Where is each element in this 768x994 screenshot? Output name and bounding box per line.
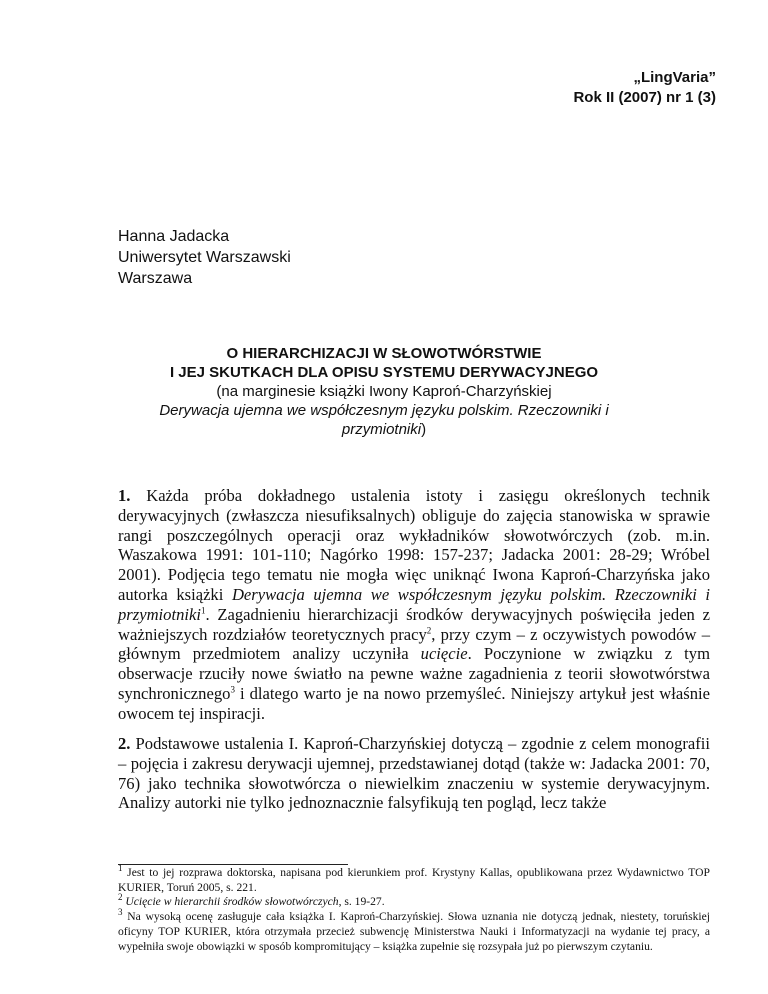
p1-book-title: Derywacja ujemna we współczesnym języku polskim. Rzeczowniki i przymiotniki [118, 584, 710, 624]
footnotes [118, 863, 710, 954]
journal-name: „LingVaria” [633, 69, 716, 86]
footnote-2-text: , s. 19-27. [338, 895, 385, 909]
footnote-1 [118, 863, 710, 895]
p1-text-2: . Zagadnieniu hierarchizacji środków derywacyjnych poświęciła jeden z ważniejszych rozdziałów teoretycznych pracy [118, 604, 710, 644]
article-title-block [118, 344, 650, 439]
article-title-line-1: O HIERARCHIZACJI W SŁOWOTWÓRSTWIE [226, 345, 542, 362]
paragraph-1 [118, 486, 710, 724]
section-number-2: 2. [118, 734, 131, 753]
p1-text-4: . Poczynione w związku z tym obserwacje rzuciły nowe światło na pewne ważne zagadnienia z teorii słowotwórstwa synchronicznego [118, 644, 710, 703]
subtitle-closing-paren: ) [421, 421, 427, 438]
section-number-1: 1. [118, 486, 131, 505]
article-subtitle-line-2 [118, 401, 650, 439]
footnote-2-mark: 2 [118, 892, 123, 903]
article-subtitle-line-1: (na marginesie książki Iwony Kaproń-Charzyńskiej [216, 383, 552, 400]
reviewed-book-title: Derywacja ujemna we współczesnym języku polskim. Rzeczowniki i przymiotniki [159, 402, 609, 438]
journal-header [573, 68, 716, 108]
footnote-1-text: Jest to jej rozprawa doktorska, napisana pod kierunkiem prof. Krystyny Kallas, opublikowana przez Wydawnictwo TOP KURIER, Toruń 2005, s. 221. [118, 866, 710, 894]
author-city: Warszawa [118, 270, 193, 287]
footnote-2 [118, 892, 710, 910]
p1-text-3: , przy czym – z oczywistych powodów – głównym przedmiotem analizy uczyniła [118, 624, 710, 664]
footnote-ref-3: 3 [230, 684, 235, 695]
author-affiliation: Uniwersytet Warszawski [118, 249, 291, 266]
footnote-ref-1: 1 [200, 605, 206, 616]
paragraph-2 [118, 734, 710, 813]
footnote-1-mark: 1 [118, 863, 123, 874]
footnote-2-title: Ucięcie w hierarchii środków słowotwórczych [125, 895, 339, 909]
article-title-line-2: I JEJ SKUTKACH DLA OPISU SYSTEMU DERYWACYJNEGO [169, 364, 599, 381]
author-name: Hanna Jadacka [118, 228, 230, 245]
footnote-separator [118, 864, 348, 865]
footnote-3-mark: 3 [118, 907, 123, 918]
footnote-3 [118, 907, 710, 954]
journal-issue: Rok II (2007) nr 1 (3) [573, 89, 716, 106]
p1-term-uciecie: ucięcie [420, 644, 468, 664]
p2-text: Podstawowe ustalenia I. Kaproń-Charzyńskiej dotyczą – zgodnie z celem monografii – pojęcia i zakresu derywacji ujemnej, przedstawianej dotąd (także w: Jadacka 2001: 70, 76) jako technika słowotwórcza o niewielkim znaczeniu w systemie derywacyjnym. Analizy autorki nie tylko jednoznacznie falsyfikują ten pogląd, lecz także [118, 734, 710, 813]
footnote-3-text: Na wysoką ocenę zasługuje cała książka I. Kaproń-Charzyńskiej. Słowa uznania nie dotyczą jednak, niestety, toruńskiej oficyny TOP KURIER, która otrzymała przecież subwencję Ministerstwa Nauki i Informatyzacji na wydanie tej pracy, a wypełniła swoje obowiązki w sposób kompromitujący – książka zupełnie się rozsypała już po pierwszym czytaniu. [118, 910, 710, 953]
author-block [118, 226, 291, 289]
footnote-ref-2: 2 [426, 625, 432, 636]
p1-text-1: Każda próba dokładnego ustalenia istoty i zasięgu określonych technik derywacyjnych (zwłaszcza niesufiksalnych) obliguje do zajęcia stanowiska w sprawie rangi poszczególnych operacji oraz wykładników słowotwórczych (zob. m.in. Waszakowa 1991: 101-110; Nagórko 1998: 157-237; Jadacka 2001: 28-29; Wróbel 2001). Podjęcia tego tematu nie mogła więc uniknąć Iwona Kaproń-Charzyńska jako autorka książki [118, 486, 710, 604]
p1-text-5: i dlatego warto je na nowo przemyśleć. Niniejszy artykuł jest właśnie owocem tej inspiracji. [118, 683, 710, 723]
